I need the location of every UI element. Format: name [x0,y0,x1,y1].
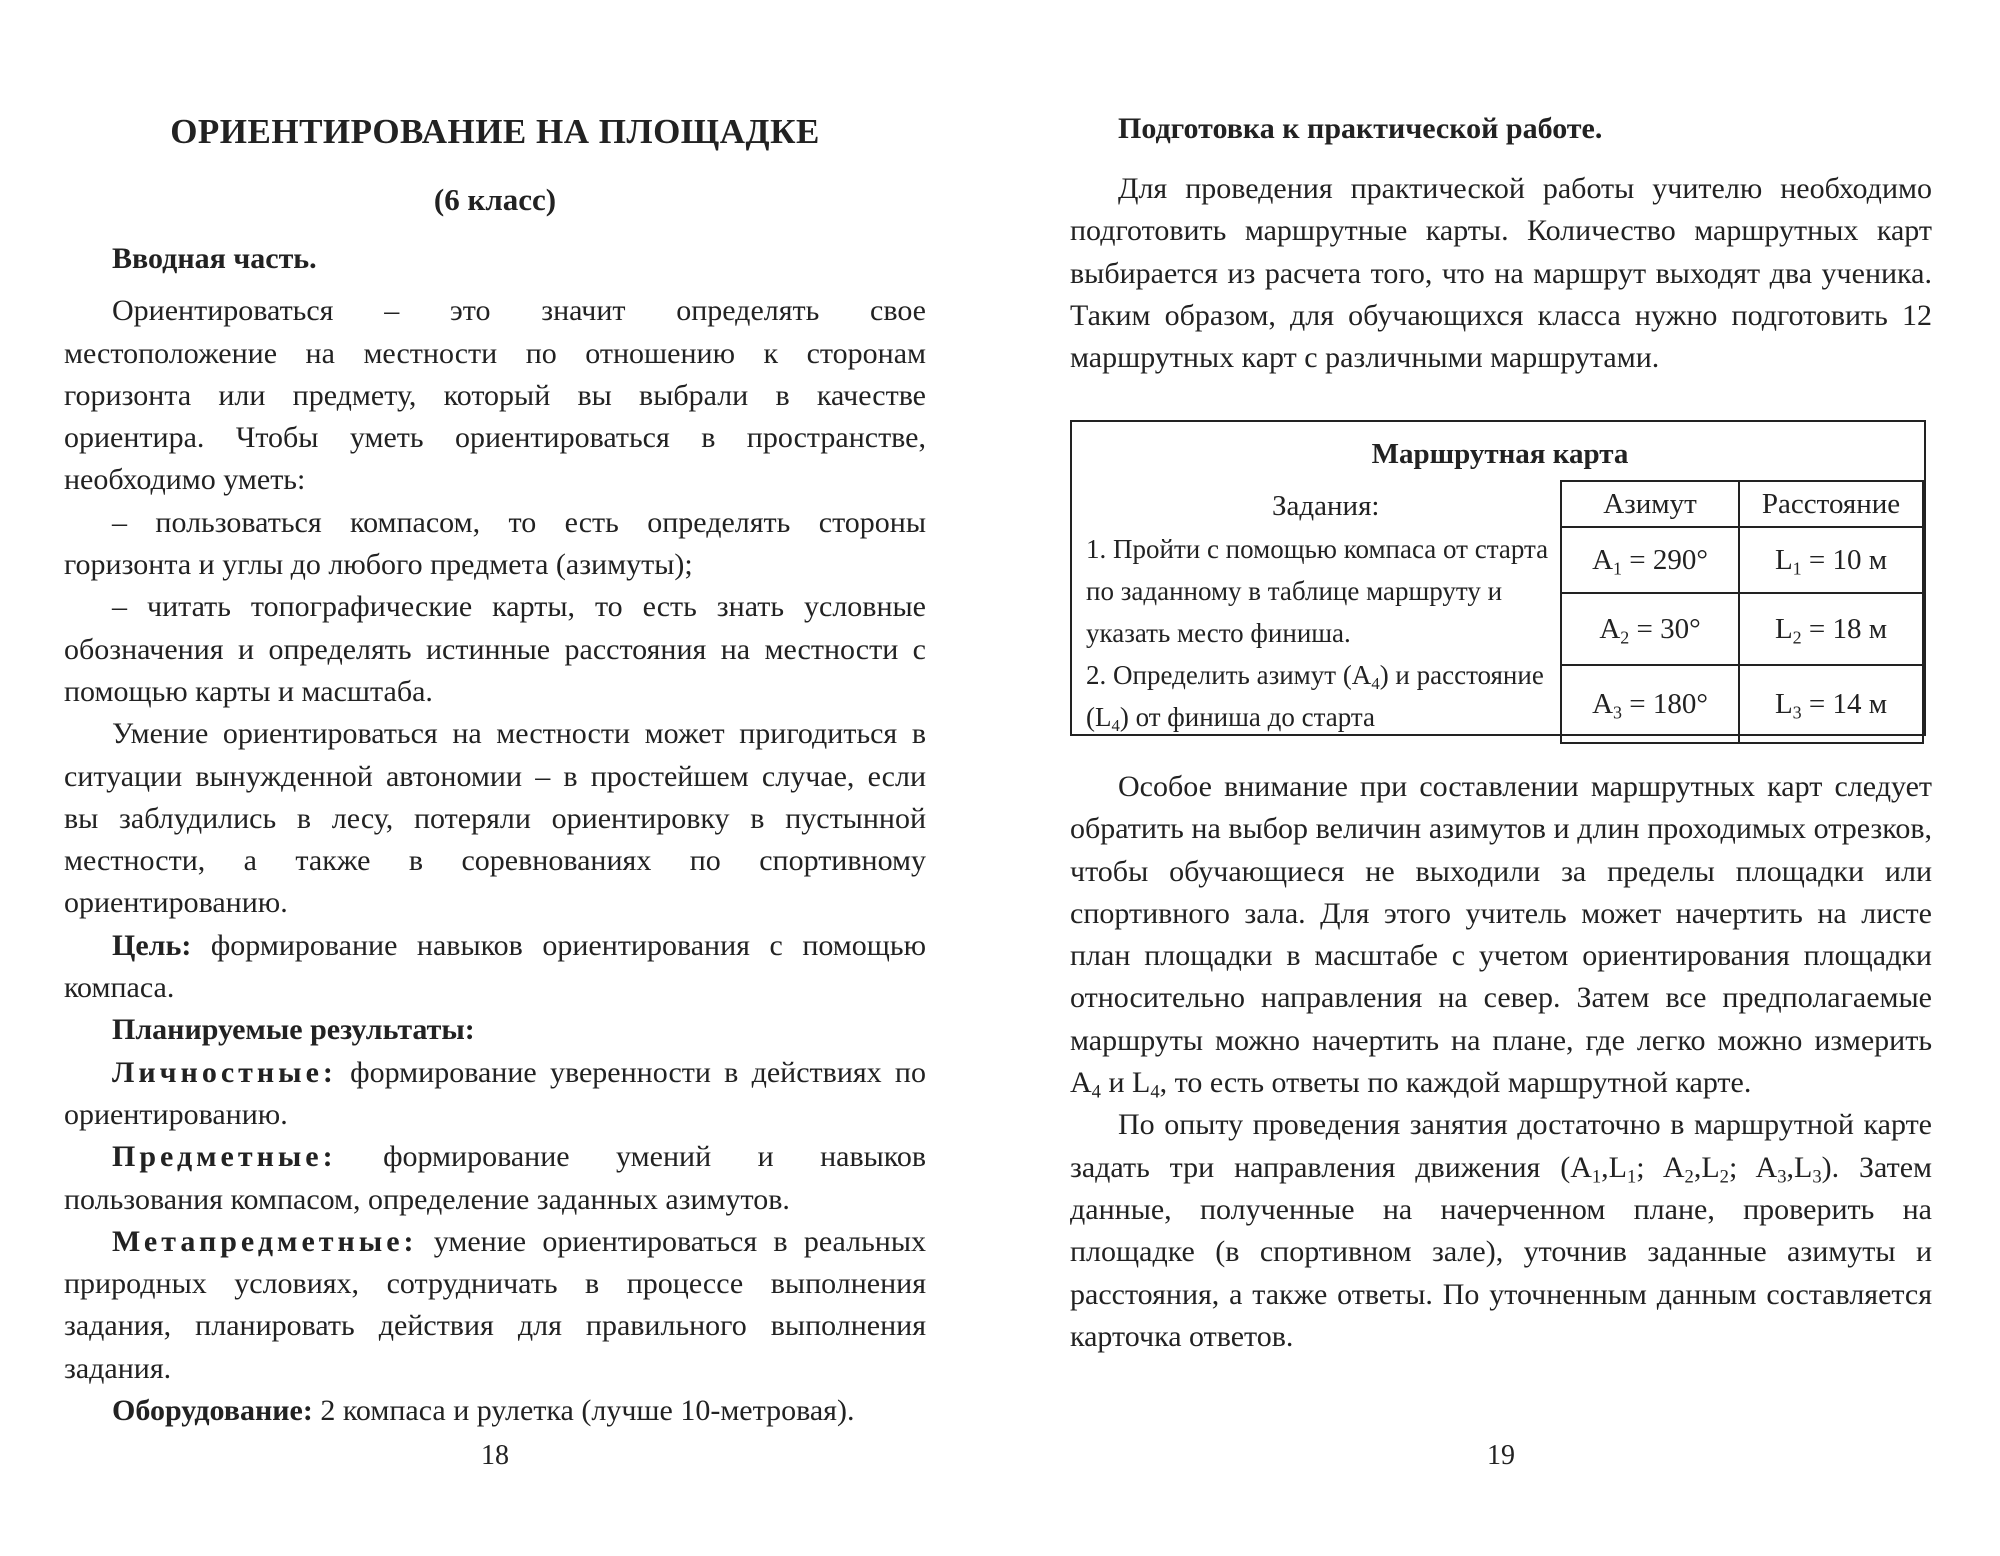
task-1: 1. Пройти с помощью компаса от старта по заданному в таблице маршруту и указать место финиша. [1086,534,1549,648]
page-title: ОРИЕНТИРОВАНИЕ НА ПЛОЩАДКЕ [170,112,820,151]
distance-header: Расстояние [1739,481,1923,527]
table-row [1561,527,1923,593]
equipment-text: 2 компаса и рулетка (лучше 10-метровая). [312,1394,855,1428]
subject-text: формирование умений и навыков пользования компасом, определение заданных азимутов. [64,1140,926,1216]
goal-text: формирование навыков ориентирования с помощью компаса. [64,928,926,1005]
personal-text: формирование уверенности в действиях по ориентированию. [64,1055,926,1131]
preparation-paragraph: Для проведения практической работы учителю необходимо подготовить маршрутные карты. Количество маршрутных карт выбирается из расчета того, что на маршрут выходят два ученика. Таким образом, для обучающихся класса нужно подготовить 12 маршрутных карт с различными маршрутами. [1070,172,1932,375]
page-subtitle: (6 класс) [433,182,557,217]
personal-results [64,1052,926,1137]
azimuth-header: Азимут [1561,481,1739,527]
intro-heading: Вводная часть. [112,242,317,275]
route-card [1070,420,1926,736]
personal-label: Личностные: [112,1055,337,1089]
left-page [64,0,926,1556]
task-2: 2. Определить азимут $(A_4)$ и расстояние $(L_4)$ от финиша до старта [1086,660,1544,736]
experience-paragraph: По опыту проведения занятия достаточно в маршрутной карте задать три направления движения ($A_1,L_1$; $A_2,L_2$; $A_3,L_3$). Затем данные, полученные на начерченном плане, проверить на площадке (в спортивном зале), уточнив заданные азимуты и расстояния, а также ответы. По уточненным данным составляется карточка ответов. [1070,1108,1933,1353]
azimuth-cell: $A_1 = 290^\circ$ [1561,527,1739,593]
page-number-left: 18 [481,1440,509,1471]
meta-label: Метапредметные: [112,1224,418,1258]
autonomy-paragraph: Умение ориентироваться на местности может пригодиться в ситуации вынужденной автономии – в простейшем случае, если вы заблудились в лесу, потеряли ориентировку в пустынной местности, а также в соревнованиях по спортивному ориентированию. [64,717,926,920]
distance-cell: $L_1 = 10$ м [1739,527,1923,593]
goal-label: Цель: [112,928,192,962]
azimuth-cell: $A_2 = 30^\circ$ [1561,593,1739,665]
table-row [1561,593,1923,665]
page-number-right: 19 [1487,1440,1515,1471]
left-body-text [64,238,926,1432]
azimuth-table [1560,480,1924,744]
tasks-label: Задания: [1272,490,1380,522]
goal-paragraph [64,925,926,1010]
meta-results [64,1221,926,1390]
tasks-text [1086,528,1556,738]
planning-paragraph: Особое внимание при составлении маршрутных карт следует обратить на выбор величин азимутов и длин проходимых отрезков, чтобы обучающиеся не выходили за пределы площадки или спортивного зала. Для этого учитель может начертить на листе план площадки в масштабе с учетом ориентирования площадки относительно направления на север. Затем все предполагаемые маршруты можно начертить на плане, где легко можно измерить $A_4$ и $L_4$, то есть ответы по каждой маршрутной карте. [1070,770,1932,1103]
distance-cell: $L_3 = 14$ м [1739,665,1923,743]
bullet-maps: – читать топографические карты, то есть знать условные обозначения и определять истинные расстояния на местности с помощью карты и масштаба. [64,590,926,708]
section-heading: Подготовка к практической работе. [1118,112,1603,145]
route-card-title: Маршрутная карта [1371,438,1629,470]
azimuth-cell: $A_3 = 180^\circ$ [1561,665,1739,743]
equipment-label: Оборудование: [112,1394,313,1428]
subject-results [64,1136,926,1221]
meta-text: умение ориентироваться в реальных природных условиях, сотрудничать в процессе выполнения задания, планировать действия для правильного выполнения задания. [64,1224,926,1385]
subject-label: Предметные: [112,1140,337,1174]
equipment-paragraph [64,1390,926,1432]
distance-cell: $L_2 = 18$ м [1739,593,1923,665]
results-heading: Планируемые результаты: [112,1013,475,1047]
table-row [1561,665,1923,743]
right-page [1070,0,1932,1556]
intro-paragraph: Ориентироваться – это значит определять свое местоположение на местности по отношению к сторонам горизонта или предмету, который вы выбрали в качестве ориентира. Чтобы уметь ориентироваться в пространстве, необходимо уметь: [64,294,926,497]
right-intro-text [1070,168,1932,379]
bullet-compass: – пользоваться компасом, то есть определять стороны горизонта и углы до любого предмета (азимуты); [64,505,926,582]
right-body-text [1070,766,1932,1358]
